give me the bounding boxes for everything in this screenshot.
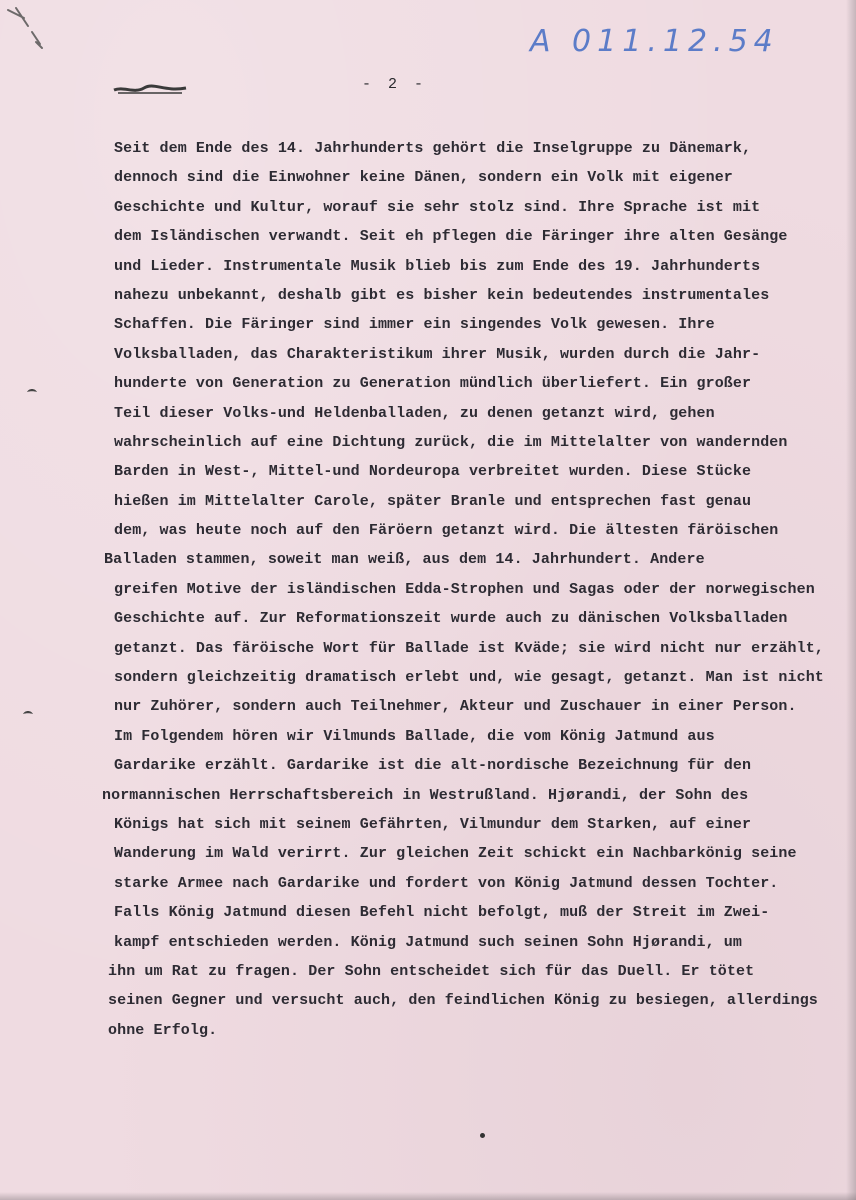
page-number: - 2 - <box>362 76 428 93</box>
page-shadow-bottom <box>0 1192 856 1200</box>
text-line: Falls König Jatmund diesen Befehl nicht befolgt, muß der Streit im Zwei- <box>114 904 770 922</box>
text-line: starke Armee nach Gardarike und fordert von König Jatmund dessen Tochter. <box>114 874 779 892</box>
punch-mark-upper <box>26 388 38 396</box>
text-line: Volksballaden, das Charakteristikum ihrer Musik, wurden durch die Jahr- <box>114 345 761 363</box>
text-line: nur Zuhörer, sondern auch Teilnehmer, Akteur und Zuschauer in einer Person. <box>114 698 797 716</box>
text-line: Seit dem Ende des 14. Jahrhunderts gehört die Inselgruppe zu Dänemark, <box>114 140 752 157</box>
text-line: ohne Erfolg. <box>108 1021 218 1039</box>
text-line: sondern gleichzeitig dramatisch erlebt und, wie gesagt, getanzt. Man ist nicht <box>114 669 824 687</box>
text-line: Geschichte und Kultur, worauf sie sehr stolz sind. Ihre Sprache ist mit <box>114 198 761 216</box>
header-strike-mark <box>112 82 188 96</box>
text-line: hießen im Mittelalter Carole, später Branle und entsprechen fast genau <box>114 492 752 510</box>
text-line: ihn um Rat zu fragen. Der Sohn entscheidet sich für das Duell. Er tötet <box>108 962 755 980</box>
text-line: dem, was heute noch auf den Färöern getanzt wird. Die ältesten färöischen <box>114 522 779 540</box>
text-line: dennoch sind die Einwohner keine Dänen, sondern ein Volk mit eigener <box>114 169 733 187</box>
body-text <box>100 134 830 1045</box>
text-line: Königs hat sich mit seinem Gefährten, Vilmundur dem Starken, auf einer <box>114 815 752 833</box>
text-line: und Lieder. Instrumentale Musik blieb bis zum Ende des 19. Jahrhunderts <box>114 257 761 275</box>
text-line: kampf entschieden werden. König Jatmund such seinen Sohn Hjørandi, um <box>114 933 743 951</box>
text-line: wahrscheinlich auf eine Dichtung zurück, die im Mittelalter von wandernden <box>114 433 788 451</box>
text-line: Schaffen. Die Färinger sind immer ein singendes Volk gewesen. Ihre <box>114 316 715 334</box>
text-line: Geschichte auf. Zur Reformationszeit wurde auch zu dänischen Volksballaden <box>114 610 788 628</box>
text-line: nahezu unbekannt, deshalb gibt es bisher kein bedeutendes instrumentales <box>114 286 770 304</box>
ink-dot <box>480 1133 485 1138</box>
text-line: seinen Gegner und versucht auch, den feindlichen König zu besiegen, allerdings <box>108 992 818 1010</box>
text-line: Im Folgendem hören wir Vilmunds Ballade, die vom König Jatmund aus <box>114 727 715 745</box>
archive-id-stamp: A 011.12.54 <box>530 24 779 59</box>
text-line: dem Isländischen verwandt. Seit eh pflegen die Färinger ihre alten Gesänge <box>114 228 788 246</box>
text-line: Wanderung im Wald verirrt. Zur gleichen Zeit schickt ein Nachbarkönig seine <box>114 845 797 863</box>
text-line: normannischen Herrschaftsbereich in Westrußland. Hjørandi, der Sohn des <box>102 786 749 804</box>
corner-staple-mark <box>6 4 56 50</box>
text-line: Barden in West-, Mittel-und Nordeuropa verbreitet wurden. Diese Stücke <box>114 463 752 481</box>
text-line: hunderte von Generation zu Generation mündlich überliefert. Ein großer <box>114 375 752 393</box>
text-line: greifen Motive der isländischen Edda-Strophen und Sagas oder der norwegischen <box>114 580 815 598</box>
page-shadow-right <box>846 0 856 1200</box>
text-line: getanzt. Das färöische Wort für Ballade ist Kväde; sie wird nicht nur erzählt, <box>114 639 824 657</box>
text-line: Balladen stammen, soweit man weiß, aus dem 14. Jahrhundert. Andere <box>104 551 705 569</box>
text-line: Teil dieser Volks-und Heldenballaden, zu denen getanzt wird, gehen <box>114 404 715 422</box>
text-line: Gardarike erzählt. Gardarike ist die alt-nordische Bezeichnung für den <box>114 757 752 775</box>
punch-mark-lower <box>22 710 34 718</box>
